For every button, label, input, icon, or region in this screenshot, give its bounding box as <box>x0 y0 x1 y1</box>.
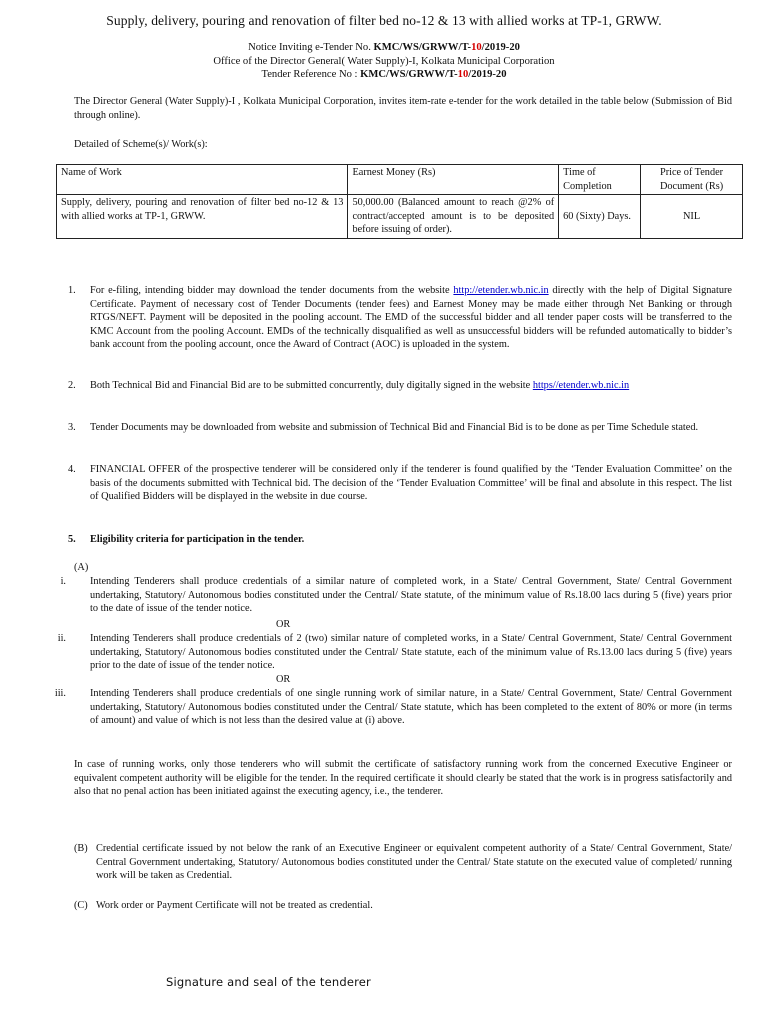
cell-name-of-work: Supply, delivery, pouring and renovation of filter bed no-12 & 13 with allied works at TP-1, GRWW. <box>57 195 348 239</box>
nit-number-line <box>0 41 768 54</box>
item-2-number: 2. <box>68 380 76 391</box>
nit-code-b: /2019-20 <box>481 42 520 53</box>
eligibility-b-label: (B) <box>74 843 88 854</box>
item-4-paragraph: FINANCIAL OFFER of the prospective tenderer will be considered only if the tenderer is found qualified by the ‘Tender Evaluation Committee’ on the basis of the documents submitted with Technical bid. The decision of the ‘Tender Evaluation Committee’ will be final and absolute in this respect. The list of Qualified Bidders will be displayed in the website in due course. <box>90 464 732 503</box>
item-5-heading: Eligibility criteria for participation in the tender. <box>90 534 305 545</box>
item-3-paragraph: Tender Documents may be downloaded from website and submission of Technical Bid and Financial Bid is to be done as per Time Schedule stated. <box>90 422 699 433</box>
eligibility-i-number: i. <box>60 576 66 587</box>
eligibility-ii-text: Intending Tenderers shall produce credentials of 2 (two) similar nature of completed works, in a State/ Central Government, State/ Central Government undertaking, Statutory/ Autonomous bodies constituted under the Central/ State statute, each of the minimum value of Rs.13.00 lacs during 5 (five) years prior to the date of issue of the tender notice. <box>90 633 732 672</box>
eligibility-b-text: Credential certificate issued by not below the rank of an Executive Engineer or equivalent competent authority of a State/ Central Government, State/ Central Government undertaking, Statutory/ Autonomous bodies constituted under the Central/ State statute on the executed value of completed/ running work will be taken as Credential. <box>96 843 732 882</box>
item-1-paragraph <box>90 284 732 352</box>
cell-earnest-money: 50,000.00 (Balanced amount to reach @2% of contract/accepted amount is to be deposited before issuing of order). <box>348 195 559 239</box>
nit-code-num: 10 <box>471 42 482 53</box>
ref-code-b: /2019-20 <box>468 69 507 80</box>
item-5-number: 5. <box>68 534 76 545</box>
scheme-label: Detailed of Scheme(s)/ Work(s): <box>74 139 208 150</box>
or-separator-2: OR <box>276 674 291 685</box>
item-4-number: 4. <box>68 464 76 475</box>
item-3-number: 3. <box>68 422 76 433</box>
ref-prefix: Tender Reference No : <box>261 69 361 80</box>
cell-time-of-completion: 60 (Sixty) Days. <box>559 195 641 239</box>
item-1-text-a: For e-filing, intending bidder may download the tender documents from the website <box>90 285 454 296</box>
nit-code-a: KMC/WS/GRWW/T- <box>373 42 472 53</box>
eligibility-a-label: (A) <box>74 562 89 573</box>
header-name-of-work: Name of Work <box>57 165 348 195</box>
header-price-of-document: Price of Tender Document (Rs) <box>641 165 743 195</box>
eligibility-c-text: Work order or Payment Certificate will not be treated as credential. <box>96 900 373 911</box>
item-1-number: 1. <box>68 285 76 296</box>
works-table <box>56 164 743 239</box>
item-1-text-b: directly with the help of Digital Signature Certificate. Payment of necessary cost of Tender Documents (tender fees) and Earnest Money may be made either through Net Banking or through RTGS/NEFT. Payment will be deposited in the pooling account. The EMD of the successful bidder and all tender paper costs will be transferred to the KMC Account from the pooling Account. EMDs of the technically disqualified as well as unsuccessful bidders will be refunded automatically to bidder’s bank account from the pooling account, once the Award of Contract (AOC) is uploaded in the system. <box>90 285 732 351</box>
signature-label: Signature and seal of the tenderer <box>166 975 371 989</box>
document-title: Supply, delivery, pouring and renovation of filter bed no-12 & 13 with allied works at TP-1, GRWW. <box>106 13 662 28</box>
table-header-row <box>57 165 743 195</box>
ref-code-a: KMC/WS/GRWW/T- <box>360 69 458 80</box>
tender-ref-line <box>0 68 768 81</box>
etender-link-2[interactable]: https//etender.wb.nic.in <box>532 380 630 391</box>
intro-paragraph: The Director General (Water Supply)-I , Kolkata Municipal Corporation, invites item-rate e-tender for the work detailed in the table below (Submission of Bid through online). <box>74 96 732 121</box>
cell-price: NIL <box>641 195 743 239</box>
eligibility-ii-number: ii. <box>57 633 66 644</box>
item-2-paragraph <box>90 379 732 393</box>
item-2-text: Both Technical Bid and Financial Bid are to be submitted concurrently, duly digitally signed in the website <box>90 380 533 391</box>
ref-code-num: 10 <box>457 69 469 80</box>
eligibility-iii-number: iii. <box>54 688 66 699</box>
etender-link[interactable]: http://etender.wb.nic.in <box>453 285 549 296</box>
table-row <box>57 195 743 239</box>
header-earnest-money: Earnest Money (Rs) <box>348 165 559 195</box>
eligibility-i-text: Intending Tenderers shall produce credentials of a similar nature of completed work, in a State/ Central Government, State/ Central Government undertaking, Statutory/ Autonomous bodies constituted under the Central/ State statute, of the minimum value of Rs.18.00 lacs during 5 (five) years prior to the date of issue of the tender notice. <box>90 576 732 615</box>
eligibility-iii-text: Intending Tenderers shall produce credentials of one single running work of similar nature, in a State/ Central Government, State/ Central Government undertaking, Statutory/ Autonomous bodies constituted under the Central/ State statute, which has been completed to the extent of 80% or more (in terms of amount) and value of which is not less than the desired value at (i) above. <box>90 688 732 727</box>
eligibility-c-label: (C) <box>74 900 88 911</box>
or-separator-1: OR <box>276 619 291 630</box>
header-time-of-completion: Time of Completion <box>559 165 641 195</box>
running-works-paragraph: In case of running works, only those tenderers who will submit the certificate of satisfactory running work from the concerned Executive Engineer or equivalent competent authority will be eligible for the tender. In the required certificate it should clearly be stated that the work is in progress satisfactorily and also that no penal action has been initiated against the executing agency, i.e., the tenderer. <box>74 759 732 798</box>
nit-prefix: Notice Inviting e-Tender No. <box>248 42 374 53</box>
office-line: Office of the Director General( Water Supply)-I, Kolkata Municipal Corporation <box>213 56 555 67</box>
